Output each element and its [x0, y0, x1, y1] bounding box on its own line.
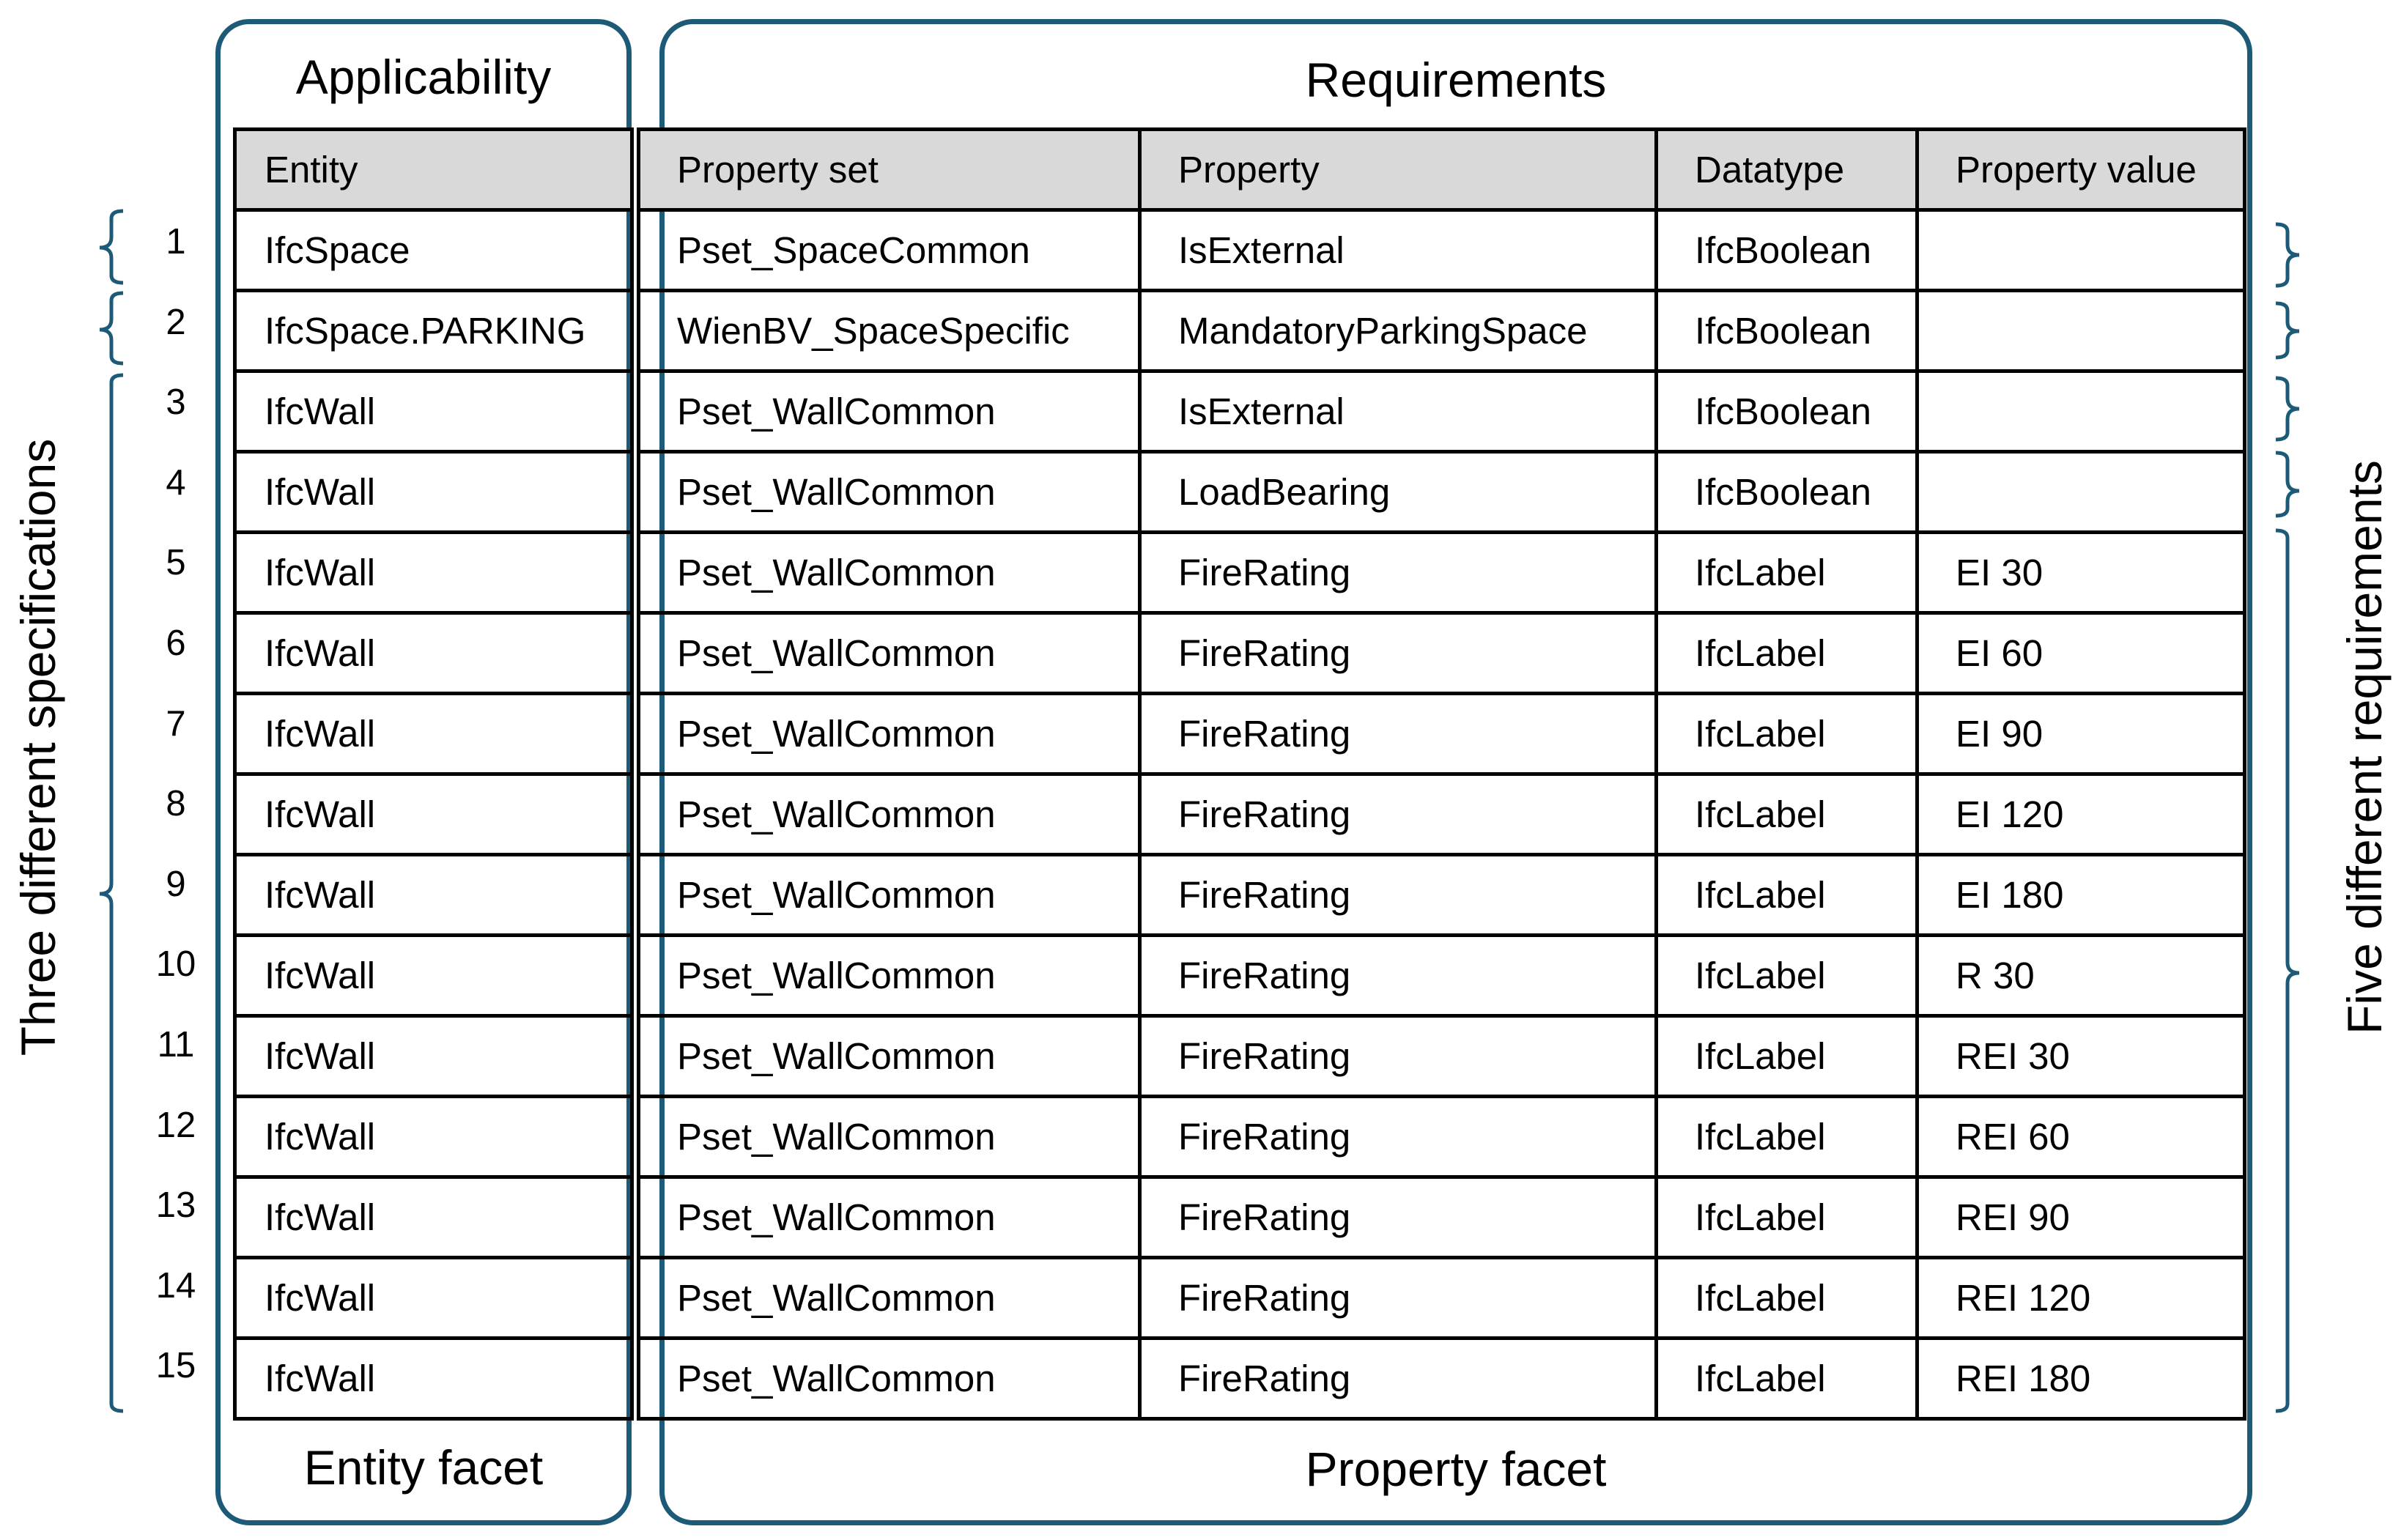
- header-datatype: Datatype: [1657, 130, 1917, 210]
- table-row: [639, 452, 2245, 533]
- cell-datatype: IfcLabel: [1657, 533, 1917, 613]
- cell-property-set: Pset_WallCommon: [639, 1339, 1140, 1419]
- cell-property: FireRating: [1140, 694, 1657, 774]
- table-row: [639, 1177, 2245, 1258]
- cell-datatype: IfcLabel: [1657, 774, 1917, 855]
- cell-datatype: IfcLabel: [1657, 1177, 1917, 1258]
- cell-property-value: REI 120: [1917, 1258, 2245, 1339]
- header-property: Property: [1140, 130, 1657, 210]
- cell-datatype: IfcLabel: [1657, 613, 1917, 694]
- right-brace-req-4: [2276, 453, 2299, 516]
- cell-entity: IfcWall: [235, 774, 632, 855]
- cell-entity: IfcWall: [235, 1016, 632, 1097]
- cell-property: MandatoryParkingSpace: [1140, 291, 1657, 371]
- row-number: 12: [155, 1105, 196, 1145]
- cell-property-value: REI 30: [1917, 1016, 2245, 1097]
- table-row: [235, 210, 632, 291]
- cell-property-set: Pset_WallCommon: [639, 613, 1140, 694]
- table-row: [235, 613, 632, 694]
- cell-datatype: IfcBoolean: [1657, 371, 1917, 452]
- cell-entity: IfcSpace.PARKING: [235, 291, 632, 371]
- cell-property-set: Pset_WallCommon: [639, 533, 1140, 613]
- requirements-count-label: Five different requirements: [2337, 460, 2392, 1034]
- cell-property-set: Pset_WallCommon: [639, 1097, 1140, 1177]
- cell-property-value: REI 90: [1917, 1177, 2245, 1258]
- cell-property-set: WienBV_SpaceSpecific: [639, 291, 1140, 371]
- cell-property-value: EI 120: [1917, 774, 2245, 855]
- cell-datatype: IfcLabel: [1657, 855, 1917, 936]
- cell-property-value: [1917, 452, 2245, 533]
- row-number: 10: [155, 944, 196, 985]
- table-row: [235, 694, 632, 774]
- table-row: [235, 936, 632, 1016]
- cell-property: FireRating: [1140, 613, 1657, 694]
- table-row: [235, 1016, 632, 1097]
- table-row: [639, 613, 2245, 694]
- header-property-value: Property value: [1917, 130, 2245, 210]
- row-number: 4: [166, 462, 186, 503]
- cell-property-value: [1917, 371, 2245, 452]
- property-facet-label: Property facet: [1305, 1442, 1607, 1496]
- left-brace-spec-1: [100, 211, 123, 283]
- table-row: [639, 291, 2245, 371]
- cell-property-set: Pset_WallCommon: [639, 1177, 1140, 1258]
- specifications-label: Three different specifications: [11, 438, 65, 1056]
- table-row: [639, 694, 2245, 774]
- table-row: [235, 1177, 632, 1258]
- cell-property-set: Pset_WallCommon: [639, 936, 1140, 1016]
- row-number: 1: [166, 222, 186, 262]
- table-row: [235, 1258, 632, 1339]
- cell-datatype: IfcLabel: [1657, 1258, 1917, 1339]
- table-row: [235, 774, 632, 855]
- cell-entity: IfcWall: [235, 936, 632, 1016]
- cell-property: FireRating: [1140, 533, 1657, 613]
- table-row: [235, 291, 632, 371]
- cell-property-value: REI 180: [1917, 1339, 2245, 1419]
- row-number: 9: [166, 864, 186, 904]
- table-row: [639, 533, 2245, 613]
- cell-property-value: [1917, 291, 2245, 371]
- cell-property: FireRating: [1140, 1177, 1657, 1258]
- table-row: [235, 855, 632, 936]
- right-brace-req-5: [2276, 530, 2299, 1411]
- row-number: 13: [155, 1185, 196, 1226]
- table-row: [639, 371, 2245, 452]
- cell-property-set: Pset_WallCommon: [639, 1016, 1140, 1097]
- cell-property-set: Pset_WallCommon: [639, 774, 1140, 855]
- cell-entity: IfcWall: [235, 694, 632, 774]
- requirements-title: Requirements: [1305, 53, 1607, 107]
- requirements-table: [637, 127, 2246, 1421]
- cell-datatype: IfcLabel: [1657, 1016, 1917, 1097]
- cell-property: FireRating: [1140, 855, 1657, 936]
- row-number: 14: [155, 1265, 196, 1306]
- table-row: [639, 774, 2245, 855]
- cell-property-value: REI 60: [1917, 1097, 2245, 1177]
- header-entity: Entity: [235, 130, 632, 210]
- table-header: [639, 130, 2245, 210]
- cell-property: FireRating: [1140, 1016, 1657, 1097]
- cell-property: FireRating: [1140, 1339, 1657, 1419]
- left-brace-spec-3: [100, 375, 123, 1411]
- cell-datatype: IfcLabel: [1657, 694, 1917, 774]
- table-row: [235, 371, 632, 452]
- entity-table: [233, 127, 634, 1421]
- cell-property: FireRating: [1140, 774, 1657, 855]
- cell-property-set: Pset_SpaceCommon: [639, 210, 1140, 291]
- cell-datatype: IfcBoolean: [1657, 452, 1917, 533]
- cell-property-set: Pset_WallCommon: [639, 452, 1140, 533]
- table-row: [639, 1016, 2245, 1097]
- left-brace-spec-2: [100, 293, 123, 363]
- table-row: [639, 855, 2245, 936]
- cell-datatype: IfcLabel: [1657, 1097, 1917, 1177]
- row-number: 7: [166, 703, 186, 744]
- cell-property-value: EI 60: [1917, 613, 2245, 694]
- cell-property-set: Pset_WallCommon: [639, 1258, 1140, 1339]
- table-header: [235, 130, 632, 210]
- cell-entity: IfcWall: [235, 613, 632, 694]
- table-row: [235, 452, 632, 533]
- table-row: [235, 1097, 632, 1177]
- row-number: 15: [155, 1346, 196, 1386]
- table-row: [639, 936, 2245, 1016]
- cell-datatype: IfcBoolean: [1657, 291, 1917, 371]
- cell-property-value: [1917, 210, 2245, 291]
- cell-entity: IfcWall: [235, 855, 632, 936]
- cell-entity: IfcSpace: [235, 210, 632, 291]
- cell-entity: IfcWall: [235, 452, 632, 533]
- cell-entity: IfcWall: [235, 1097, 632, 1177]
- cell-entity: IfcWall: [235, 533, 632, 613]
- cell-entity: IfcWall: [235, 1177, 632, 1258]
- cell-property-value: EI 30: [1917, 533, 2245, 613]
- cell-property: FireRating: [1140, 936, 1657, 1016]
- cell-property-set: Pset_WallCommon: [639, 855, 1140, 936]
- cell-datatype: IfcLabel: [1657, 936, 1917, 1016]
- cell-property-value: R 30: [1917, 936, 2245, 1016]
- cell-property: FireRating: [1140, 1097, 1657, 1177]
- cell-datatype: IfcBoolean: [1657, 210, 1917, 291]
- applicability-title: Applicability: [295, 50, 552, 104]
- table-row: [639, 1339, 2245, 1419]
- right-brace-req-1: [2276, 224, 2299, 286]
- cell-property-set: Pset_WallCommon: [639, 371, 1140, 452]
- cell-entity: IfcWall: [235, 1339, 632, 1419]
- right-brace-req-3: [2276, 378, 2299, 440]
- row-number: 5: [166, 543, 186, 583]
- table-row: [639, 210, 2245, 291]
- right-brace-req-2: [2276, 303, 2299, 358]
- row-number: 8: [166, 784, 186, 824]
- table-row: [639, 1097, 2245, 1177]
- row-number: 2: [166, 302, 186, 342]
- row-number: 11: [157, 1025, 195, 1065]
- entity-facet-label: Entity facet: [303, 1440, 544, 1495]
- row-number: 6: [166, 623, 186, 663]
- table-row: [235, 533, 632, 613]
- cell-entity: IfcWall: [235, 371, 632, 452]
- cell-property: IsExternal: [1140, 371, 1657, 452]
- cell-property-value: EI 90: [1917, 694, 2245, 774]
- cell-entity: IfcWall: [235, 1258, 632, 1339]
- cell-datatype: IfcLabel: [1657, 1339, 1917, 1419]
- table-row: [639, 1258, 2245, 1339]
- cell-property-value: EI 180: [1917, 855, 2245, 936]
- cell-property: IsExternal: [1140, 210, 1657, 291]
- table-row: [235, 1339, 632, 1419]
- cell-property-set: Pset_WallCommon: [639, 694, 1140, 774]
- cell-property: LoadBearing: [1140, 452, 1657, 533]
- header-property-set: Property set: [639, 130, 1140, 210]
- row-number: 3: [166, 382, 186, 423]
- cell-property: FireRating: [1140, 1258, 1657, 1339]
